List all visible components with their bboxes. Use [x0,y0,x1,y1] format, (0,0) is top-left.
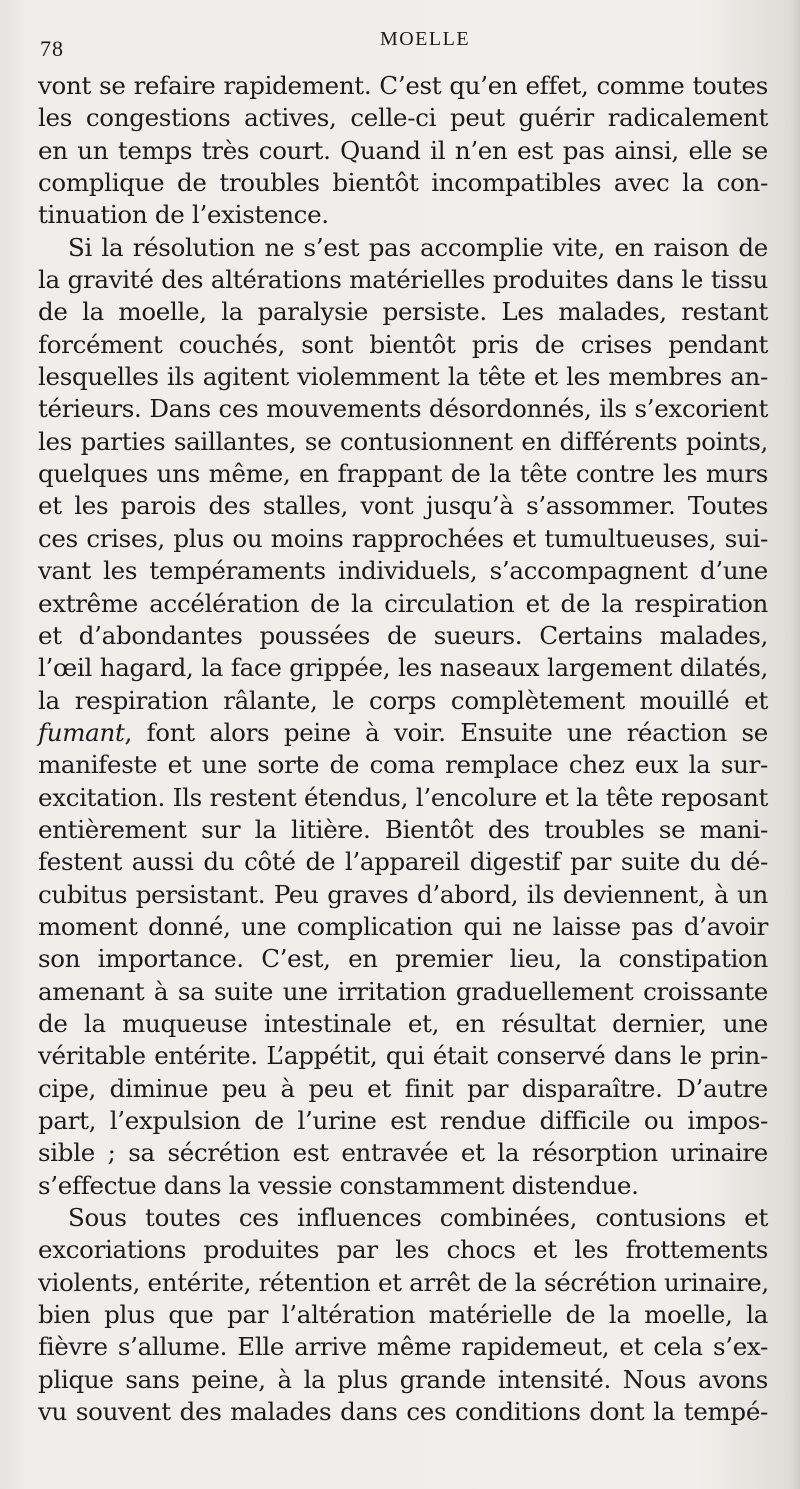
text-line: lesquelles ils agitent violemment la tête et les membres an- [38,362,768,392]
italic-word: fumant [38,717,125,747]
text-line: tinuation de l’existence. [38,200,329,230]
text-line: ces crises, plus ou moins rapprochées et tumultueuses, sui- [38,523,768,553]
text-line: sible ; sa sécrétion est entravée et la résorption urinaire [38,1138,768,1168]
text-line: amenant à sa suite une irritation graduellement croissante [38,976,768,1006]
text-line-italic-start [38,717,768,749]
running-title: MOELLE [379,28,471,50]
italic-line-rest: , font alors peine à voir. Ensuite une réaction se [124,717,768,747]
text-line: térieurs. Dans ces mouvements désordonnés, ils s’excorient [38,394,768,424]
text-line: quelques uns même, en frappant de la tête contre les murs [38,459,768,489]
text-line: véritable entérite. L’appétit, qui était conservé dans le prin- [38,1041,768,1071]
text-line: s’effectue dans la vessie constamment distendue. [38,1170,639,1200]
text-line: entièrement sur la litière. Bientôt des troubles se mani- [38,814,768,844]
text-line: complique de troubles bientôt incompatibles avec la con- [38,168,768,198]
text-line: part, l’expulsion de l’urine est rendue difficile ou impos- [38,1106,768,1135]
text-line: son importance. C’est, en premier lieu, la constipation [38,944,768,974]
text-line: en un temps très court. Quand il n’en est pas ainsi, elle se [38,135,768,165]
text-line: de la moelle, la paralysie persiste. Les malades, restant [38,297,768,327]
text-line: cubitus persistant. Peu graves d’abord, ils deviennent, à un [38,879,768,909]
page-number: 78 [40,36,64,61]
text-line: manifeste et une sorte de coma remplace chez eux la sur- [38,750,768,780]
text-line: Sous toutes ces influences combinées, contusions et [68,1203,768,1233]
text-line: et les parois des stalles, vont jusqu’à s’assommer. Toutes [38,491,768,521]
text-line: fièvre s’allume. Elle arrive même rapidemeut, et cela s’ex- [38,1332,768,1362]
text-line: les congestions actives, celle-ci peut guérir radicalement [38,103,768,133]
body-text [38,70,768,1428]
text-line: de la muqueuse intestinale et, en résultat dernier, une [38,1008,768,1038]
text-line: festent aussi du côté de l’appareil digestif par suite du dé- [38,847,768,877]
text-line: violents, entérite, rétention et arrêt de la sécrétion urinaire, [38,1267,769,1297]
text-line: excoriations produites par les chocs et les frottements [38,1235,768,1265]
text-line: la gravité des altérations matérielles produites dans le tissu [38,265,768,295]
page-header [40,26,780,66]
text-line: extrême accélération de la circulation et de la respiration [38,588,768,618]
text-line: moment donné, une complication qui ne laisse pas d’avoir [38,911,768,941]
text-line: vont se refaire rapidement. C’est qu’en effet, comme toutes [38,71,768,100]
paragraph-3 [38,1202,768,1428]
text-line: l’œil hagard, la face grippée, les naseaux largement dilatés, [38,653,768,683]
text-line: excitation. Ils restent étendus, l’encolure et la tête reposant [38,782,768,812]
text-line: les parties saillantes, se contusionnent en différents points, [38,426,768,456]
text-line: Si la résolution ne s’est pas accomplie vite, en raison de [68,232,768,262]
paragraph-2 [38,232,768,1202]
text-line: bien plus que par l’altération matérielle de la moelle, la [38,1300,768,1330]
text-line: plique sans peine, à la plus grande intensité. Nous avons [38,1364,768,1394]
paragraph-1 [38,70,768,232]
text-line: vant les tempéraments individuels, s’accompagnent d’une [38,556,768,586]
text-line: forcément couchés, sont bientôt pris de crises pendant [38,329,768,359]
text-line: la respiration râlante, le corps complètement mouillé et [38,685,768,715]
text-line: cipe, diminue peu à peu et finit par disparaître. D’autre [38,1073,768,1103]
text-line: et d’abondantes poussées de sueurs. Certains malades, [38,620,768,650]
text-line: vu souvent des malades dans ces conditions dont la tempé- [38,1397,768,1427]
